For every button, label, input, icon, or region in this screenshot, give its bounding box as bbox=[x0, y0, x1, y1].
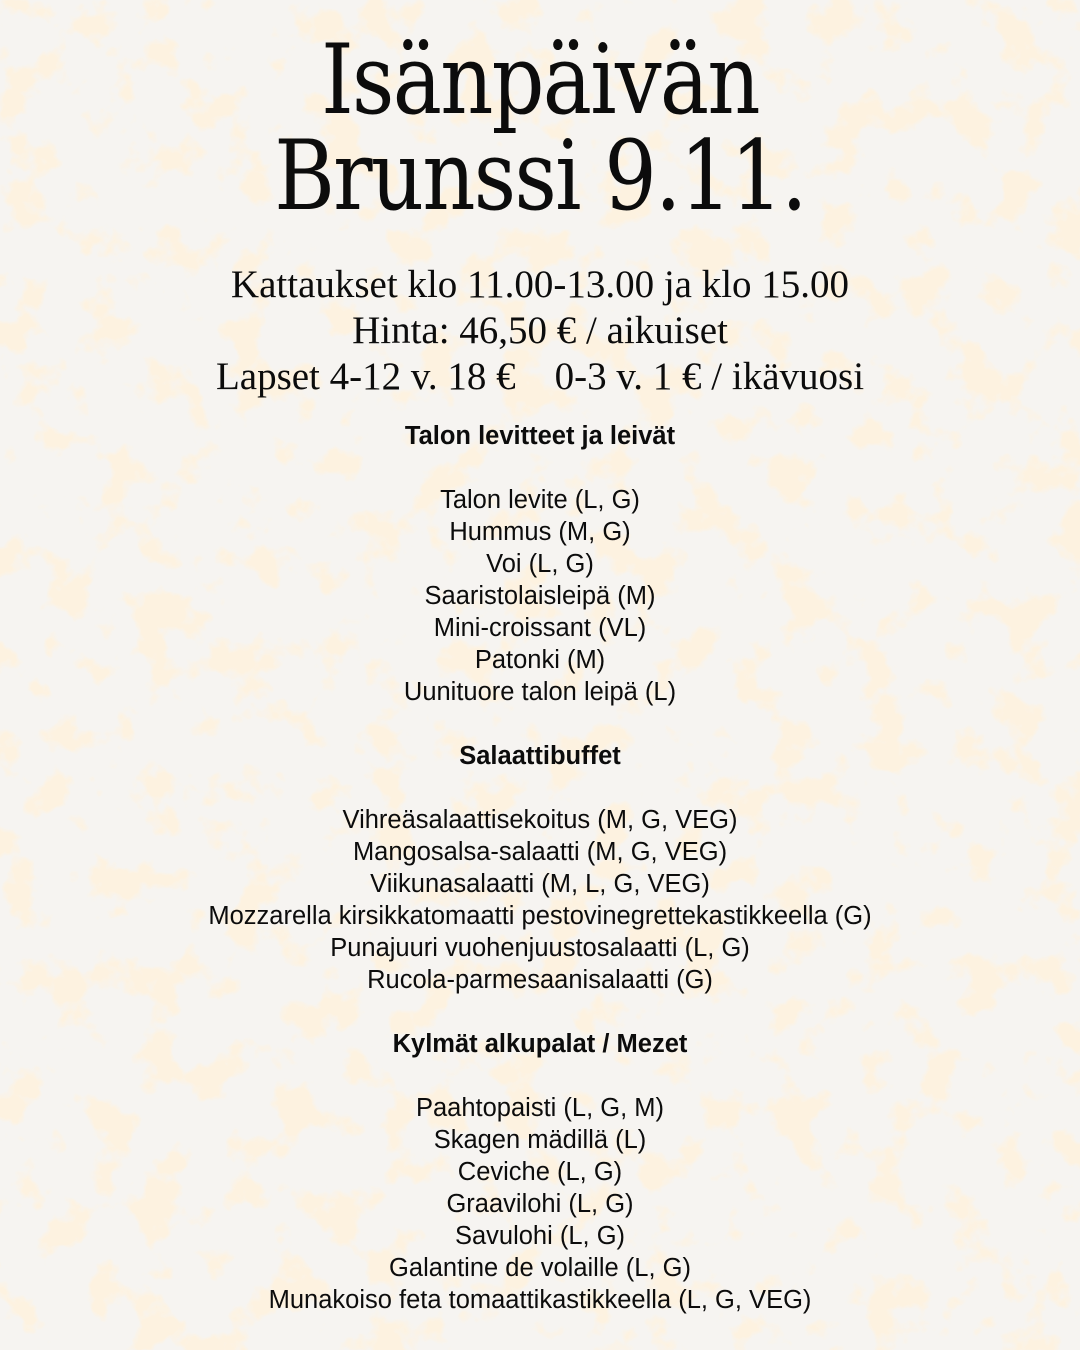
section-heading: Kylmät alkupalat / Mezet bbox=[392, 1030, 688, 1058]
title-line-2: Brunssi 9.11. bbox=[274, 120, 806, 232]
menu-item: Voi (L, G) bbox=[486, 550, 594, 578]
menu-item: Mozzarella kirsikkatomaatti pestovinegrettekastikkeella (G) bbox=[208, 902, 872, 930]
event-info bbox=[0, 262, 1080, 400]
menu-item: Skagen mädillä (L) bbox=[433, 1126, 647, 1154]
menu-item: Talon levite (L, G) bbox=[440, 486, 640, 514]
children-price-text: Lapset 4-12 v. 18 € 0-3 v. 1 € / ikävuosi bbox=[215, 355, 865, 398]
menu-section-cold-starters bbox=[0, 1028, 1080, 1316]
menu-item: Mangosalsa-salaatti (M, G, VEG) bbox=[352, 838, 728, 866]
section-heading: Talon levitteet ja leivät bbox=[404, 422, 676, 450]
menu-item: Patonki (M) bbox=[474, 646, 606, 674]
menu-list bbox=[0, 420, 1080, 1316]
sittings-text: Kattaukset klo 11.00-13.00 ja klo 15.00 bbox=[230, 263, 850, 306]
menu-item: Savulohi (L, G) bbox=[454, 1222, 626, 1250]
menu-item: Munakoiso feta tomaattikastikkeella (L, G, VEG) bbox=[268, 1286, 812, 1314]
menu-item: Hummus (M, G) bbox=[449, 518, 631, 546]
title-line-1: Isänpäivän bbox=[321, 24, 759, 136]
menu-item: Uunituore talon leipä (L) bbox=[403, 678, 677, 706]
menu-item: Viikunasalaatti (M, L, G, VEG) bbox=[370, 870, 710, 898]
page-title bbox=[76, 0, 1005, 232]
menu-item: Rucola-parmesaanisalaatti (G) bbox=[367, 966, 713, 994]
price-text: Hinta: 46,50 € / aikuiset bbox=[352, 309, 728, 352]
menu-item: Galantine de volaille (L, G) bbox=[389, 1254, 691, 1282]
menu-item: Punajuuri vuohenjuustosalaatti (L, G) bbox=[330, 934, 750, 962]
menu-item: Vihreäsalaattisekoitus (M, G, VEG) bbox=[342, 806, 738, 834]
menu-item: Graavilohi (L, G) bbox=[446, 1190, 634, 1218]
section-heading: Salaattibuffet bbox=[459, 742, 621, 770]
menu-item: Saaristolaisleipä (M) bbox=[424, 582, 656, 610]
menu-section-salads bbox=[0, 740, 1080, 996]
menu-item: Mini-croissant (VL) bbox=[433, 614, 647, 642]
menu-item: Paahtopaisti (L, G, M) bbox=[415, 1094, 664, 1122]
menu-item: Ceviche (L, G) bbox=[457, 1158, 623, 1186]
menu-section-breads bbox=[0, 420, 1080, 708]
